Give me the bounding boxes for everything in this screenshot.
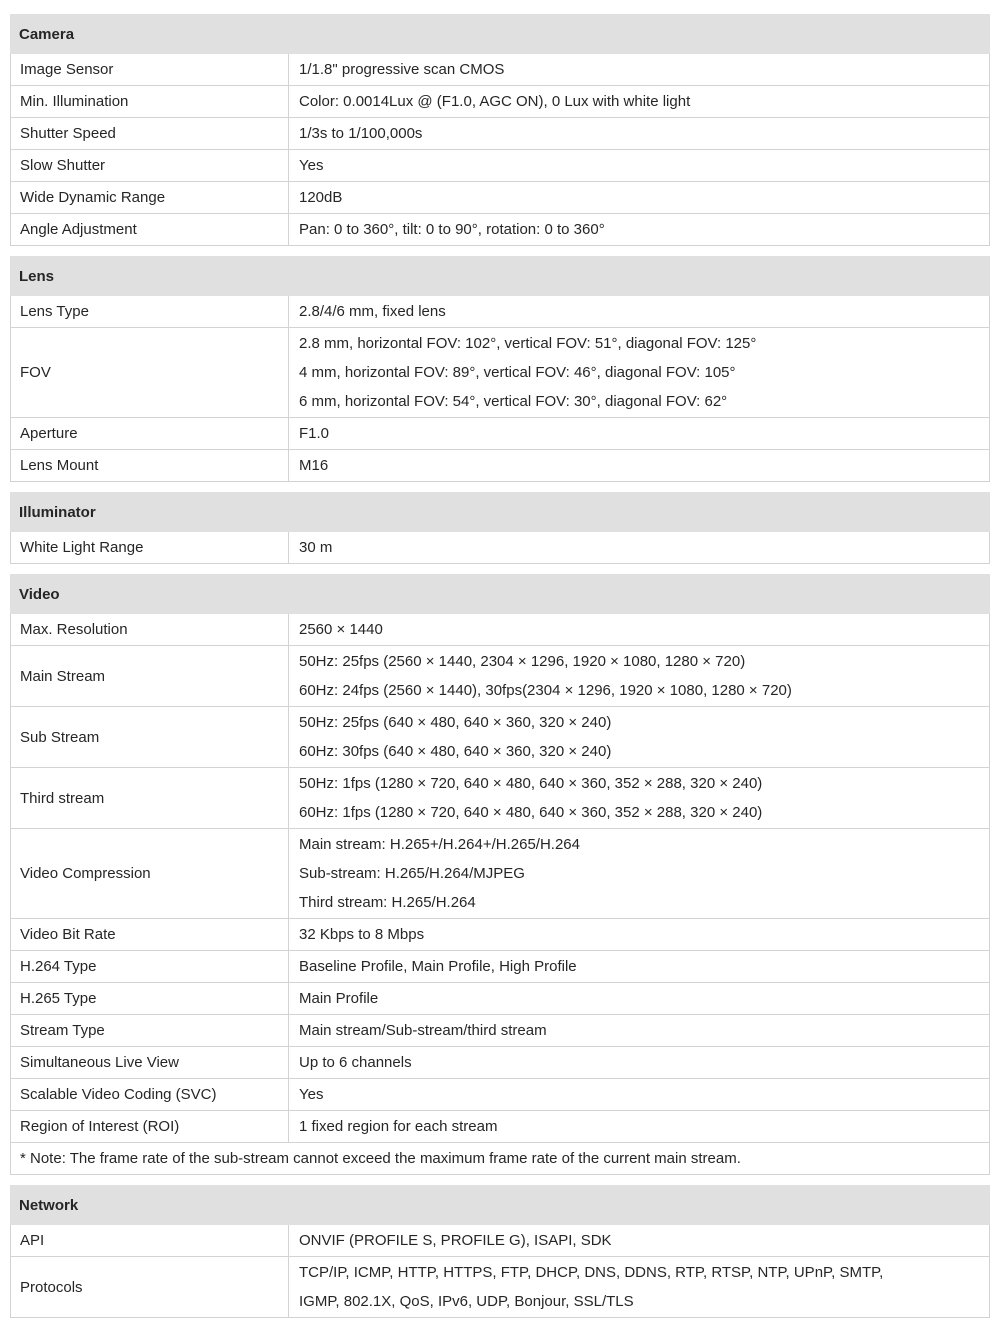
spec-row	[11, 828, 989, 918]
section-camera	[10, 14, 990, 246]
row-value-line: IGMP, 802.1X, QoS, IPv6, UDP, Bonjour, SSL/TLS	[299, 1293, 634, 1310]
row-value	[289, 86, 989, 117]
spec-row	[11, 1078, 989, 1110]
row-value	[289, 1111, 989, 1142]
row-label: Scalable Video Coding (SVC)	[11, 1079, 289, 1110]
row-value-line: 50Hz: 1fps (1280 × 720, 640 × 480, 640 × 360, 352 × 288, 320 × 240)	[299, 775, 763, 792]
spec-row	[11, 449, 989, 481]
row-value-line: Third stream: H.265/H.264	[299, 894, 476, 911]
row-value	[289, 296, 989, 327]
row-value-line: Sub-stream: H.265/H.264/MJPEG	[299, 865, 525, 882]
row-value-line: 60Hz: 1fps (1280 × 720, 640 × 480, 640 × 360, 352 × 288, 320 × 240)	[299, 804, 763, 821]
spec-row	[11, 982, 989, 1014]
row-value-line: 2560 × 1440	[299, 621, 383, 638]
row-value-line: Main stream: H.265+/H.264+/H.265/H.264	[299, 836, 580, 853]
section-illuminator	[10, 492, 990, 564]
row-value-line: 2.8 mm, horizontal FOV: 102°, vertical FOV: 51°, diagonal FOV: 125°	[299, 335, 757, 352]
section-rows	[10, 614, 990, 1175]
spec-row	[11, 117, 989, 149]
section-header-lens: Lens	[10, 256, 990, 296]
spec-row	[11, 85, 989, 117]
section-rows	[10, 1225, 990, 1318]
spec-row	[11, 327, 989, 417]
section-header-illuminator: Illuminator	[10, 492, 990, 532]
spec-row	[11, 213, 989, 245]
spec-row	[11, 181, 989, 213]
section-header-network: Network	[10, 1185, 990, 1225]
row-value-line: Pan: 0 to 360°, tilt: 0 to 90°, rotation: 0 to 360°	[299, 221, 605, 238]
row-value	[289, 54, 989, 85]
row-value	[289, 951, 989, 982]
row-value	[289, 214, 989, 245]
row-value-line: 2.8/4/6 mm, fixed lens	[299, 303, 446, 320]
spec-row	[11, 1014, 989, 1046]
row-label: Min. Illumination	[11, 86, 289, 117]
row-label: Sub Stream	[11, 707, 289, 767]
row-label: API	[11, 1225, 289, 1256]
spec-row	[11, 767, 989, 828]
row-value-line: M16	[299, 457, 329, 474]
row-value-line: 30 m	[299, 539, 333, 556]
row-value	[289, 1225, 989, 1256]
row-value	[289, 646, 989, 706]
row-value-line: 120dB	[299, 189, 343, 206]
row-label: White Light Range	[11, 532, 289, 563]
row-label: H.265 Type	[11, 983, 289, 1014]
section-video	[10, 574, 990, 1175]
row-value	[289, 983, 989, 1014]
section-network	[10, 1185, 990, 1318]
row-value-line: 60Hz: 24fps (2560 × 1440), 30fps(2304 × 1296, 1920 × 1080, 1280 × 720)	[299, 682, 792, 699]
row-label: Lens Type	[11, 296, 289, 327]
row-label: Main Stream	[11, 646, 289, 706]
row-value	[289, 614, 989, 645]
row-value-line: 50Hz: 25fps (2560 × 1440, 2304 × 1296, 1920 × 1080, 1280 × 720)	[299, 653, 746, 670]
spec-row	[11, 1110, 989, 1142]
spec-row	[11, 1225, 989, 1256]
row-value	[289, 150, 989, 181]
spec-row	[11, 417, 989, 449]
spec-row	[11, 706, 989, 767]
row-value-line: 4 mm, horizontal FOV: 89°, vertical FOV: 46°, diagonal FOV: 105°	[299, 364, 736, 381]
row-value-line: 60Hz: 30fps (640 × 480, 640 × 360, 320 × 240)	[299, 743, 612, 760]
row-label: Image Sensor	[11, 54, 289, 85]
row-label: Lens Mount	[11, 450, 289, 481]
row-label: H.264 Type	[11, 951, 289, 982]
row-value	[289, 919, 989, 950]
spec-row	[11, 614, 989, 645]
row-value-line: TCP/IP, ICMP, HTTP, HTTPS, FTP, DHCP, DNS, DDNS, RTP, RTSP, NTP, UPnP, SMTP,	[299, 1264, 884, 1281]
row-value	[289, 1047, 989, 1078]
row-value	[289, 418, 989, 449]
row-value	[289, 1079, 989, 1110]
row-value	[289, 829, 989, 918]
spec-row	[11, 149, 989, 181]
row-label: Shutter Speed	[11, 118, 289, 149]
row-label: Wide Dynamic Range	[11, 182, 289, 213]
row-value-line: F1.0	[299, 425, 330, 442]
spec-row	[11, 532, 989, 563]
note-text: * Note: The frame rate of the sub-stream cannot exceed the maximum frame rate of the current main stream.	[20, 1150, 741, 1167]
row-value-line: 6 mm, horizontal FOV: 54°, vertical FOV: 30°, diagonal FOV: 62°	[299, 393, 728, 410]
row-value-line: Baseline Profile, Main Profile, High Profile	[299, 958, 577, 975]
row-value-line: Yes	[299, 1086, 324, 1103]
row-value-line: ONVIF (PROFILE S, PROFILE G), ISAPI, SDK	[299, 1232, 612, 1249]
row-value	[289, 328, 989, 417]
spec-row	[11, 1046, 989, 1078]
row-value-line: Main stream/Sub-stream/third stream	[299, 1022, 547, 1039]
row-label: Video Bit Rate	[11, 919, 289, 950]
spec-row	[11, 918, 989, 950]
row-label: Max. Resolution	[11, 614, 289, 645]
spec-row	[11, 950, 989, 982]
row-label: Region of Interest (ROI)	[11, 1111, 289, 1142]
spec-row	[11, 645, 989, 706]
row-value	[289, 450, 989, 481]
row-label: Angle Adjustment	[11, 214, 289, 245]
row-value	[289, 707, 989, 767]
row-label: Stream Type	[11, 1015, 289, 1046]
note-row	[11, 1142, 989, 1174]
row-value-line: 32 Kbps to 8 Mbps	[299, 926, 425, 943]
row-value-line: Color: 0.0014Lux @ (F1.0, AGC ON), 0 Lux with white light	[299, 93, 691, 110]
section-rows	[10, 296, 990, 482]
row-value-line: 1/3s to 1/100,000s	[299, 125, 423, 142]
section-rows	[10, 532, 990, 564]
row-value-line: 1 fixed region for each stream	[299, 1118, 498, 1135]
row-value	[289, 118, 989, 149]
row-label: Slow Shutter	[11, 150, 289, 181]
spec-row	[11, 296, 989, 327]
row-label: Simultaneous Live View	[11, 1047, 289, 1078]
row-value-line: 50Hz: 25fps (640 × 480, 640 × 360, 320 × 240)	[299, 714, 612, 731]
row-label: FOV	[11, 328, 289, 417]
row-label: Aperture	[11, 418, 289, 449]
row-value	[289, 182, 989, 213]
row-value-line: Up to 6 channels	[299, 1054, 412, 1071]
spec-row	[11, 1256, 989, 1317]
row-value-line: 1/1.8" progressive scan CMOS	[299, 61, 505, 78]
spec-row	[11, 54, 989, 85]
row-label: Video Compression	[11, 829, 289, 918]
row-value-line: Yes	[299, 157, 324, 174]
row-label: Protocols	[11, 1257, 289, 1317]
section-header-video: Video	[10, 574, 990, 614]
row-value	[289, 768, 989, 828]
row-value	[289, 1257, 989, 1317]
section-rows	[10, 54, 990, 246]
row-label: Third stream	[11, 768, 289, 828]
row-value-line: Main Profile	[299, 990, 379, 1007]
section-header-camera: Camera	[10, 14, 990, 54]
row-value	[289, 1015, 989, 1046]
section-lens	[10, 256, 990, 482]
row-value	[289, 532, 989, 563]
